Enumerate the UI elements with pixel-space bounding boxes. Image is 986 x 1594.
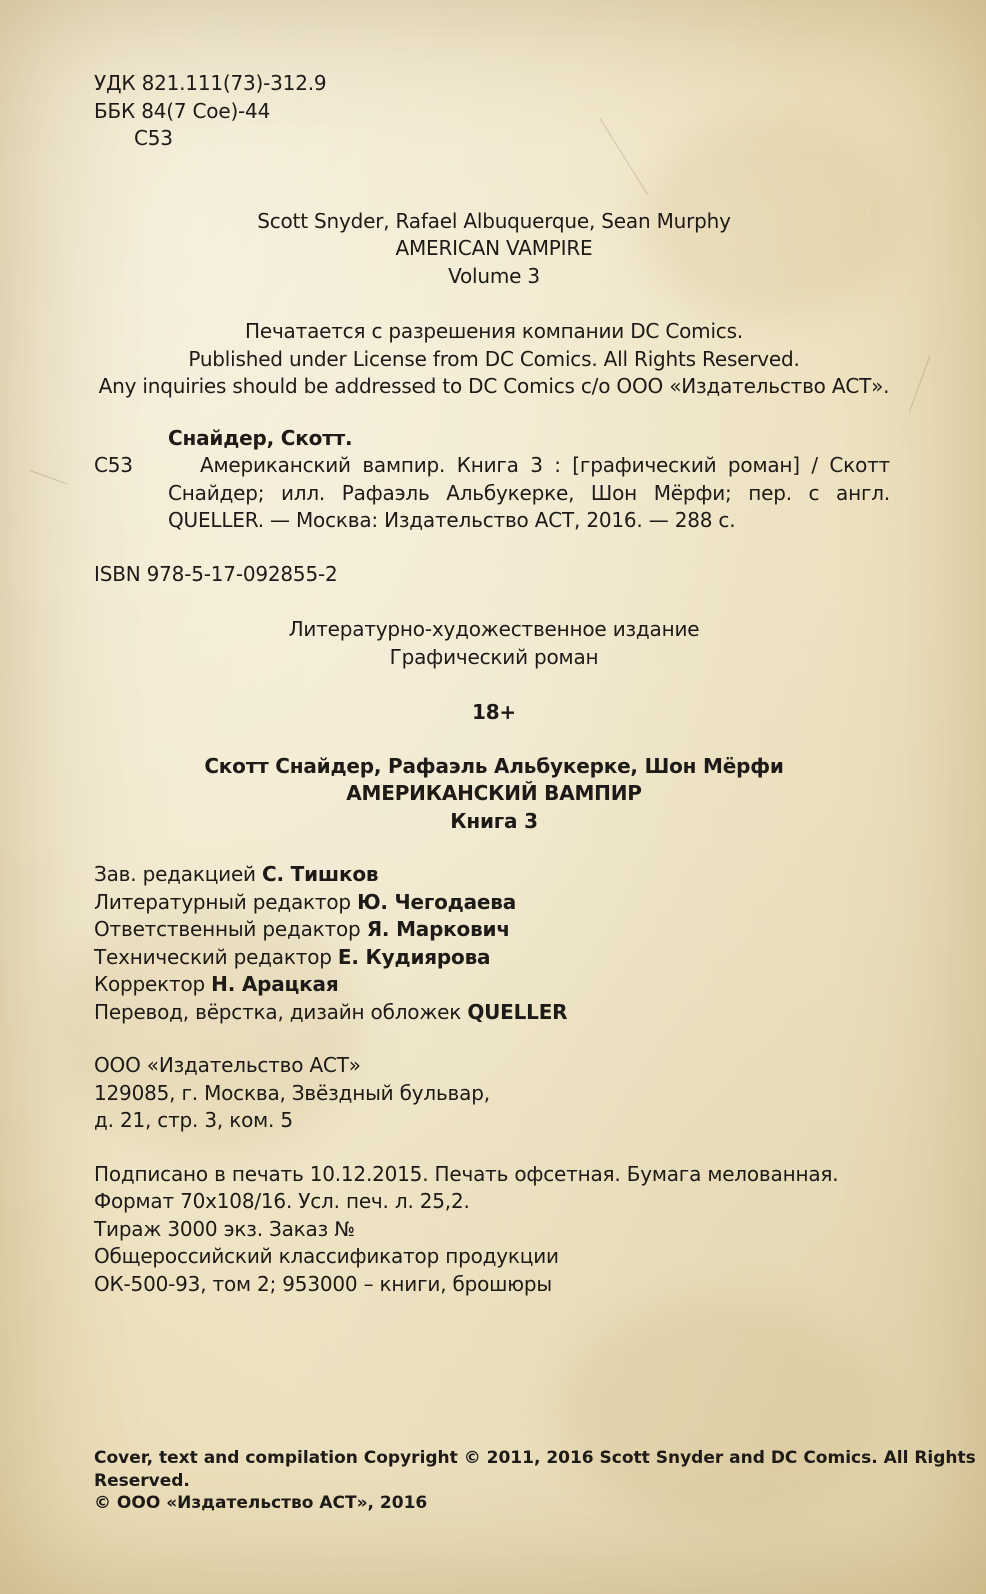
print-info-line: Тираж 3000 экз. Заказ № bbox=[94, 1216, 355, 1241]
original-title-block bbox=[94, 208, 894, 291]
license-line: Published under License from DC Comics. All Rights Reserved. bbox=[188, 346, 800, 371]
license-block bbox=[94, 318, 894, 401]
credit-role: Корректор bbox=[94, 972, 205, 996]
original-authors: Scott Snyder, Rafael Albuquerque, Sean Murphy bbox=[257, 208, 731, 233]
imprint-page bbox=[94, 70, 894, 1298]
credit-role: Зав. редакцией bbox=[94, 862, 256, 886]
udk-code: УДК 821.111(73)-312.9 bbox=[94, 71, 327, 95]
bib-description bbox=[94, 452, 890, 535]
print-info-line: Подписано в печать 10.12.2015. Печать офсетная. Бумага мелованная. bbox=[94, 1161, 839, 1186]
classification-block bbox=[94, 70, 894, 153]
bib-author-heading: Снайдер, Скотт. bbox=[168, 425, 353, 450]
print-info-line: Формат 70x108/16. Усл. печ. л. 25,2. bbox=[94, 1189, 470, 1213]
credit-line bbox=[94, 971, 894, 999]
bib-line: Американский вампир. Книга 3 : [графический роман] / Скотт Снайдер; bbox=[168, 453, 890, 505]
credit-line bbox=[94, 889, 894, 917]
russian-book-number: Книга 3 bbox=[450, 808, 538, 833]
print-info-block bbox=[94, 1161, 894, 1299]
credit-name: Е. Кудиярова bbox=[337, 944, 491, 969]
copyright-block bbox=[94, 1447, 976, 1515]
credit-role: Технический редактор bbox=[94, 944, 332, 969]
bibliographic-record bbox=[94, 425, 894, 535]
credit-name: QUELLER bbox=[467, 999, 568, 1024]
copyright-line: Cover, text and compilation Copyright © 2011, 2016 Scott Snyder and DC Comics. All Rights bbox=[94, 1448, 976, 1468]
credit-name: Я. Маркович bbox=[366, 917, 510, 941]
genre-block bbox=[94, 616, 894, 671]
credit-role: Ответственный редактор bbox=[94, 917, 361, 941]
publisher-address: д. 21, стр. 3, ком. 5 bbox=[94, 1108, 293, 1132]
paper-crease bbox=[909, 355, 930, 412]
publisher-address: 129085, г. Москва, Звёздный бульвар, bbox=[94, 1080, 490, 1105]
bbk-code: ББК 84(7 Сое)-44 bbox=[94, 98, 271, 123]
credit-line bbox=[94, 944, 894, 972]
original-volume: Volume 3 bbox=[448, 263, 540, 288]
paper-crease bbox=[30, 470, 68, 485]
credit-role: Литературный редактор bbox=[94, 889, 351, 914]
bib-author-sign: С53 bbox=[94, 453, 133, 477]
print-info-line: ОК-500-93, том 2; 953000 – книги, брошюры bbox=[94, 1271, 552, 1296]
original-title: AMERICAN VAMPIRE bbox=[395, 236, 593, 260]
bib-line: илл. Рафаэль Альбукерке, Шон Мёрфи; пер. с англ. QUELLER. — bbox=[168, 480, 890, 532]
credit-role: Перевод, вёрстка, дизайн обложек bbox=[94, 999, 462, 1024]
credit-line bbox=[94, 916, 894, 944]
copyright-line: © ООО «Издательство АСТ», 2016 bbox=[94, 1493, 428, 1513]
credit-line bbox=[94, 861, 894, 889]
author-sign: С53 bbox=[134, 126, 173, 150]
bib-line: Москва: Издательство АСТ, 2016. — 288 с. bbox=[296, 508, 736, 532]
isbn: ISBN 978-5-17-092855-2 bbox=[94, 561, 338, 586]
license-line: Any inquiries should be addressed to DC Comics c/o ООО «Издательство АСТ». bbox=[98, 374, 890, 398]
credit-name: Н. Арацкая bbox=[211, 972, 339, 996]
russian-title-block bbox=[94, 753, 894, 836]
genre-line: Графический роман bbox=[389, 644, 599, 669]
publisher-name: ООО «Издательство АСТ» bbox=[94, 1053, 361, 1077]
credits-block bbox=[94, 861, 894, 1026]
print-info-line: Общероссийский классификатор продукции bbox=[94, 1244, 559, 1268]
credit-name: Ю. Чегодаева bbox=[357, 889, 516, 914]
russian-title: АМЕРИКАНСКИЙ ВАМПИР bbox=[346, 781, 642, 805]
genre-line: Литературно-художественное издание bbox=[288, 617, 700, 641]
publisher-block bbox=[94, 1052, 894, 1135]
credit-name: С. Тишков bbox=[262, 862, 379, 886]
copyright-line: Reserved. bbox=[94, 1470, 190, 1491]
russian-authors: Скотт Снайдер, Рафаэль Альбукерке, Шон Мёрфи bbox=[204, 753, 784, 778]
credit-line bbox=[94, 999, 894, 1027]
license-line: Печатается с разрешения компании DC Comics. bbox=[245, 319, 743, 343]
age-rating: 18+ bbox=[472, 700, 516, 724]
